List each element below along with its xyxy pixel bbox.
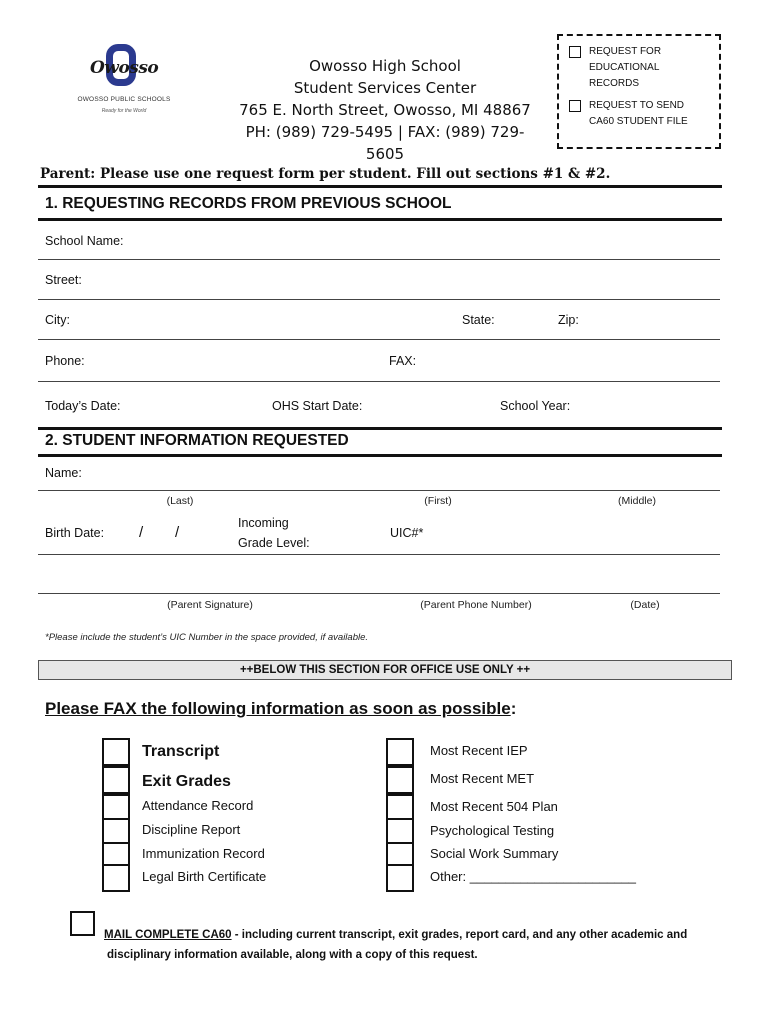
immunization-record-label: Immunization Record [142, 846, 265, 861]
student-name-label: Name: [45, 466, 82, 480]
recent-iep-label: Most Recent IEP [430, 743, 528, 758]
psychological-testing-label: Psychological Testing [430, 823, 555, 838]
mail-ca60-description: - including current transcript, exit grades, report card, and any other academic and [231, 929, 688, 941]
school-logo [74, 44, 174, 120]
mail-ca60-link: MAIL COMPLETE CA60 [104, 929, 232, 941]
logo-org-name: OWOSSO PUBLIC SCHOOLS [77, 96, 171, 103]
office-use-bar: ++BELOW THIS SECTION FOR OFFICE USE ONLY ++ [38, 660, 732, 680]
middle-name-caption: (Middle) [618, 495, 656, 507]
other-label[interactable]: Other: _______________________ [430, 869, 637, 884]
street-label: Street: [45, 273, 82, 287]
logo-script-text: Owosso [90, 58, 159, 78]
divider [38, 185, 722, 188]
phone-fax-field[interactable] [38, 381, 720, 382]
exit-grades-label: Exit Grades [142, 773, 231, 790]
state-label: State: [462, 313, 495, 327]
header-school-name: Owosso High School [309, 57, 461, 75]
attendance-record-label: Attendance Record [142, 798, 254, 813]
parent-signature-line[interactable] [38, 593, 720, 594]
zip-label: Zip: [558, 313, 579, 327]
other-checkbox[interactable] [386, 864, 414, 892]
birth-date-slash: / [175, 524, 180, 541]
header-address: 765 E. North Street, Owosso, MI 48867 [239, 101, 531, 119]
parent-phone-caption: (Parent Phone Number) [420, 599, 532, 611]
request-educational-records-checkbox[interactable] [569, 46, 581, 58]
birth-date-slash: / [139, 524, 144, 541]
transcript-label: Transcript [142, 743, 220, 760]
fax-title-text: Please FAX the following information as soon as possible [45, 699, 511, 718]
exit-grades-checkbox[interactable] [102, 766, 130, 794]
todays-date-label: Today’s Date: [45, 399, 121, 413]
mail-ca60-checkbox[interactable] [70, 911, 95, 936]
recent-met-label: Most Recent MET [430, 771, 535, 786]
date-caption: (Date) [630, 599, 660, 611]
mail-ca60-text [104, 925, 734, 965]
fax-title-colon: : [510, 699, 517, 718]
request-ca60-label: REQUEST TO SEND CA60 STUDENT FILE [589, 100, 688, 127]
incoming-label: Incoming [238, 516, 289, 530]
header-center-name: Student Services Center [293, 79, 477, 97]
request-type-box [557, 34, 721, 149]
section1-title: 1. REQUESTING RECORDS FROM PREVIOUS SCHOOL [45, 195, 452, 212]
ohs-start-date-label: OHS Start Date: [272, 399, 363, 413]
fax-section-title [45, 699, 516, 719]
school-year-label: School Year: [500, 399, 571, 413]
divider [38, 454, 722, 457]
city-state-zip-field[interactable] [38, 339, 720, 340]
parent-instructions: Parent: Please use one request form per student. Fill out sections #1 & #2. [40, 166, 611, 182]
section2-title: 2. STUDENT INFORMATION REQUESTED [45, 432, 349, 449]
request-ca60-option[interactable] [569, 98, 699, 130]
mail-ca60-description-line2: disciplinary information available, along with a copy of this request. [107, 949, 478, 961]
discipline-report-label: Discipline Report [142, 822, 241, 837]
divider [38, 218, 722, 221]
street-field[interactable] [38, 299, 720, 300]
legal-birth-certificate-label: Legal Birth Certificate [142, 869, 267, 884]
recent-iep-checkbox[interactable] [386, 738, 414, 766]
recent-504-plan-label: Most Recent 504 Plan [430, 799, 558, 814]
header-phone-fax: PH: (989) 729-5495 | FAX: (989) 729-5605 [245, 123, 525, 163]
fax-label: FAX: [389, 354, 417, 368]
birth-date-label: Birth Date: [45, 526, 105, 540]
birth-grade-uic-field[interactable] [38, 554, 720, 555]
city-label: City: [45, 313, 70, 327]
uic-note: *Please include the student’s UIC Number in the space provided, if available. [45, 632, 369, 643]
social-work-summary-label: Social Work Summary [430, 846, 559, 861]
request-ca60-checkbox[interactable] [569, 100, 581, 112]
parent-signature-caption: (Parent Signature) [167, 599, 253, 611]
request-educational-records-label: REQUEST FOR EDUCATIONAL RECORDS [589, 46, 662, 89]
recent-met-checkbox[interactable] [386, 766, 414, 794]
school-name-field[interactable] [38, 259, 720, 260]
school-name-label: School Name: [45, 234, 124, 248]
transcript-checkbox[interactable] [102, 738, 130, 766]
uic-label: UIC#* [390, 526, 424, 540]
school-header [228, 55, 542, 165]
legal-birth-certificate-checkbox[interactable] [102, 864, 130, 892]
request-educational-records-option[interactable] [569, 44, 699, 92]
divider [38, 427, 722, 430]
student-name-field[interactable] [38, 490, 720, 491]
grade-level-label: Grade Level: [238, 536, 310, 550]
last-name-caption: (Last) [166, 495, 194, 507]
phone-label: Phone: [45, 354, 85, 368]
logo-tagline: Ready for the World [101, 108, 147, 114]
first-name-caption: (First) [424, 495, 452, 507]
